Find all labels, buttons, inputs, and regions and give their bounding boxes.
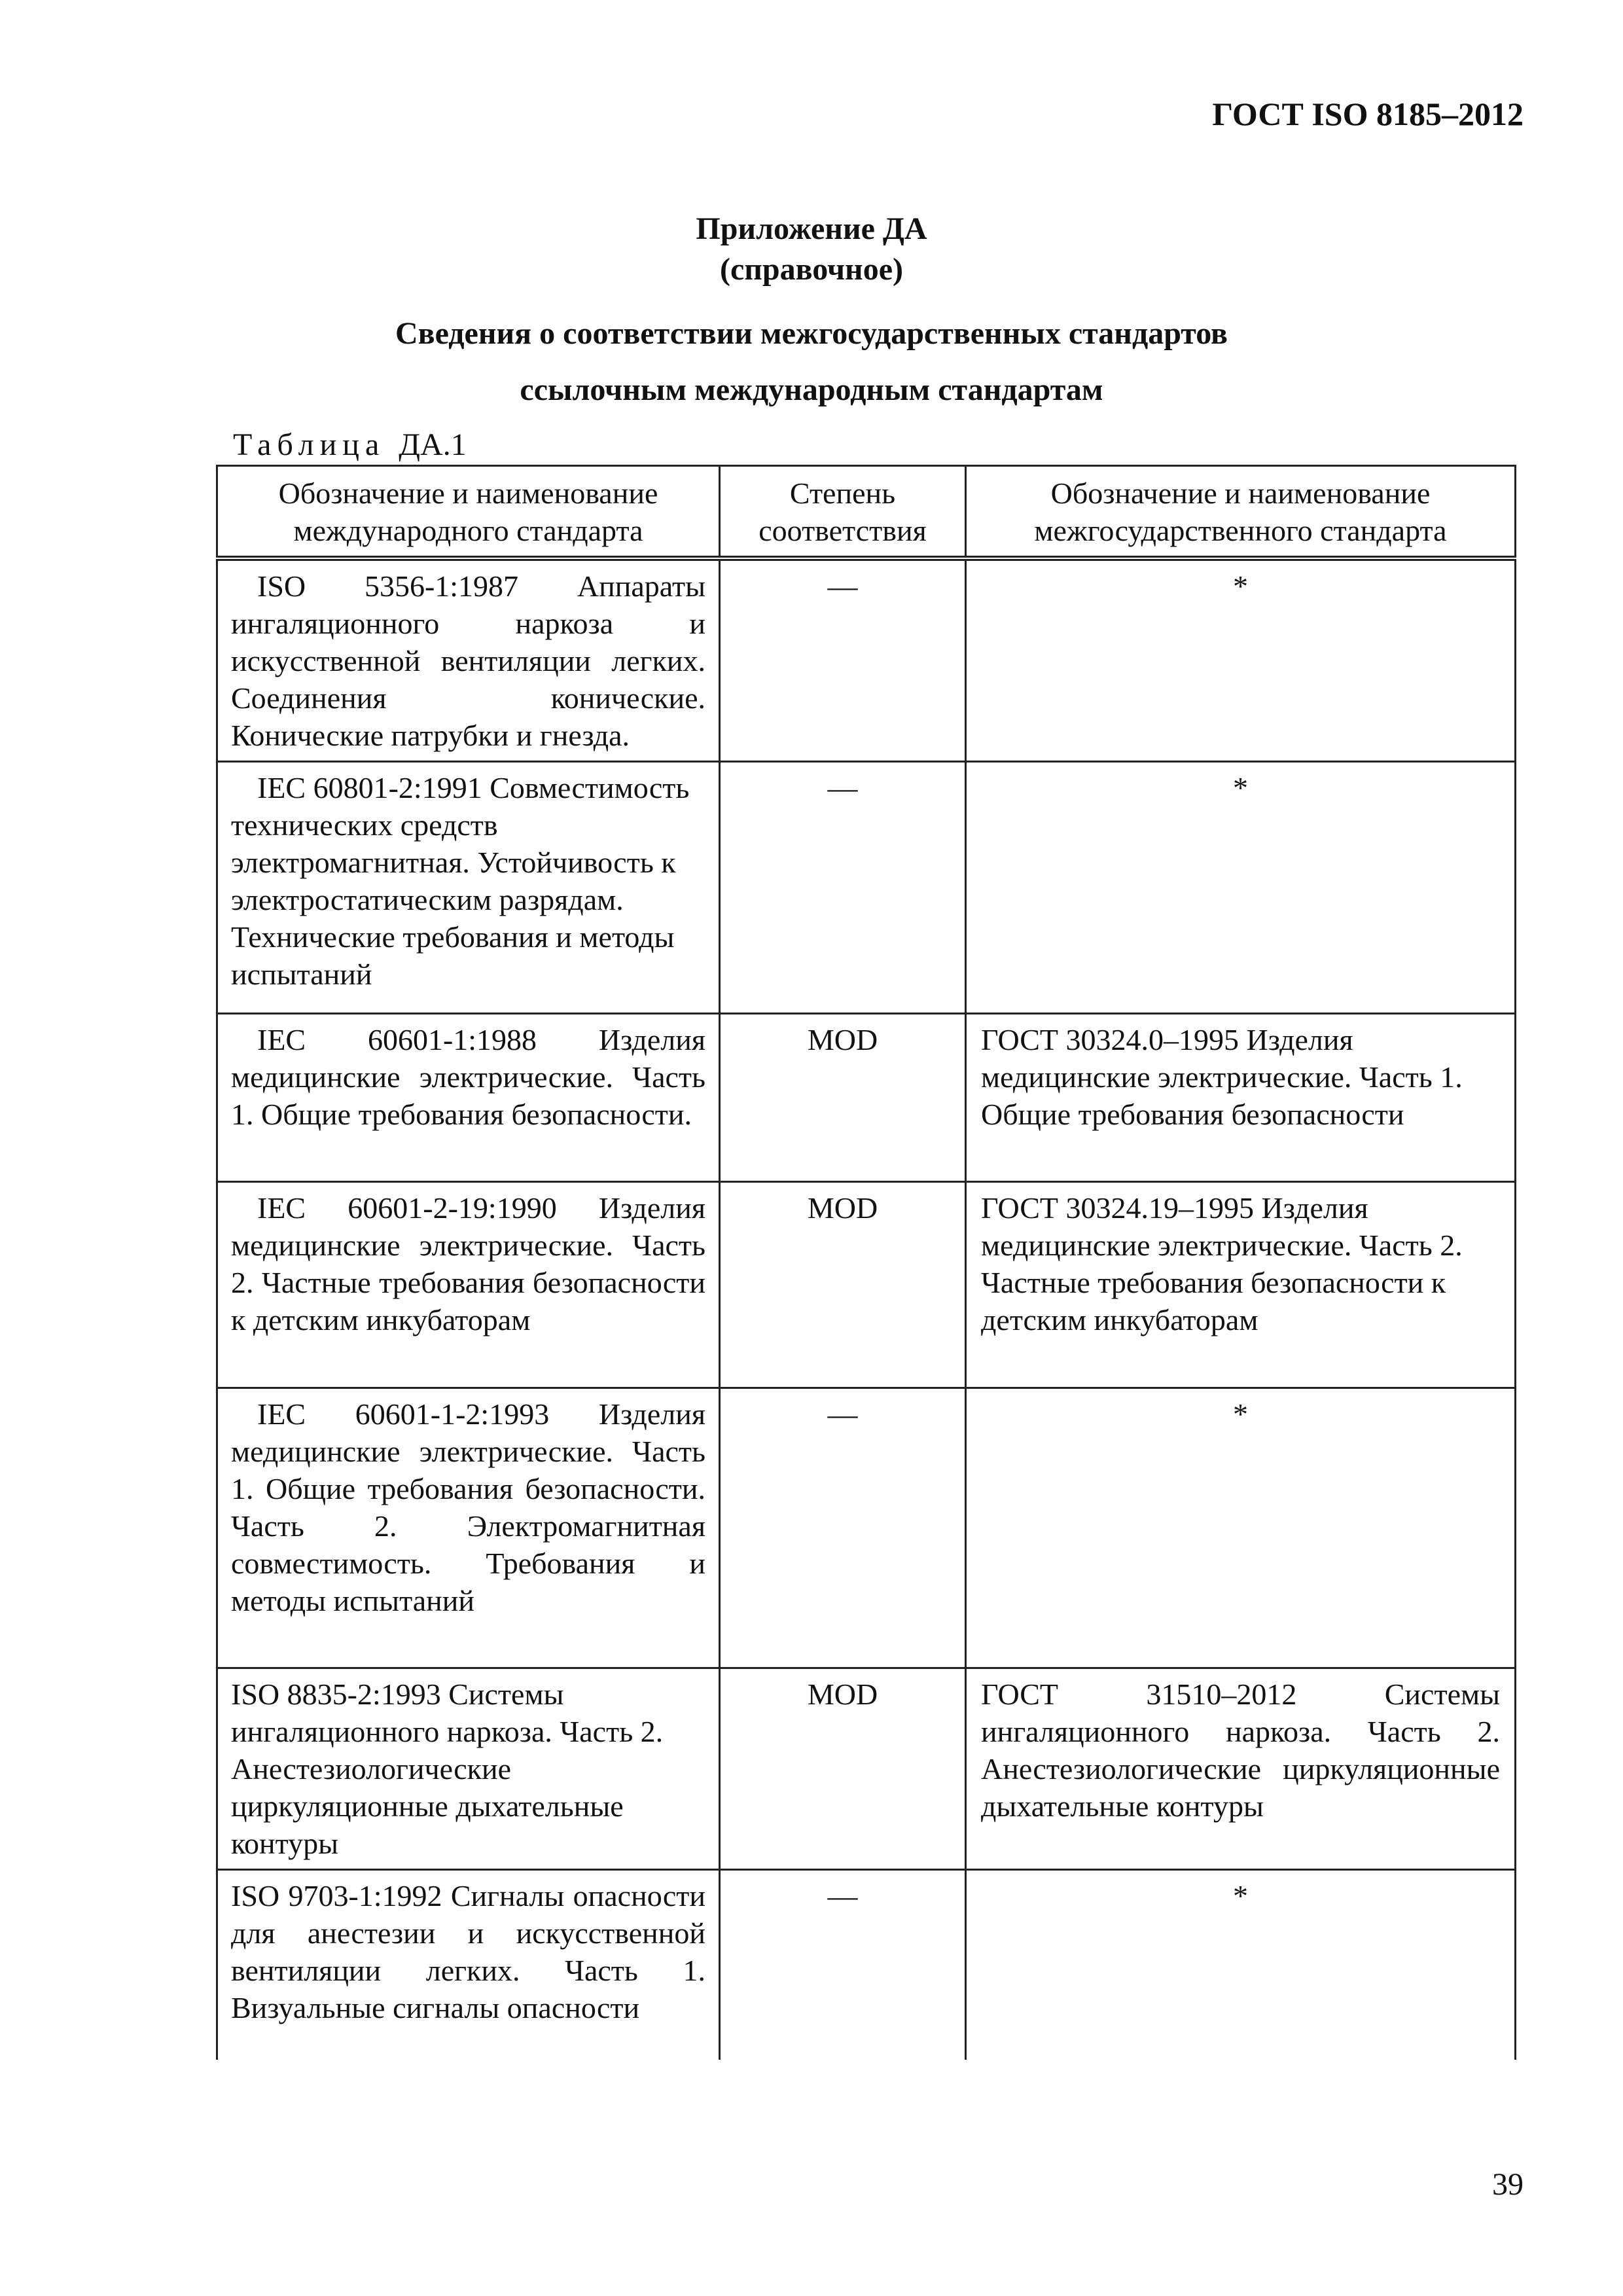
international-standard-cell: IEC 60801-2:1991 Совместимость технических средств электромагнитная. Устойчивость к электростатическим разрядам. Технические требования и методы испытаний xyxy=(217,762,720,1014)
international-standard-cell: ISO 9703-1:1992 Сигналы опасности для анестезии и искусственной вентиляции легких. Часть 1. Визуальные сигналы опасности xyxy=(217,1870,720,2060)
table-row xyxy=(217,762,1516,1014)
national-standard-cell: ГОСТ 30324.0–1995 Изделия медицинские электрические. Часть 1. Общие требования безопасности xyxy=(966,1014,1516,1182)
table-row xyxy=(217,558,1516,762)
table-row xyxy=(217,1870,1516,2060)
table-header-row xyxy=(217,466,1516,559)
national-standard-cell: ГОСТ 30324.19–1995 Изделия медицинские электрические. Часть 2. Частные требования безопасности к детским инкубаторам xyxy=(966,1182,1516,1388)
national-standard-cell: * xyxy=(966,558,1516,762)
international-standard-cell: IEC 60601-2-19:1990 Изделия медицинские электрические. Часть 2. Частные требования безопасности к детским инкубаторам xyxy=(217,1182,720,1388)
table-row xyxy=(217,1014,1516,1182)
degree-cell: MOD xyxy=(720,1182,966,1388)
table-row xyxy=(217,1668,1516,1870)
national-standard-cell: * xyxy=(966,762,1516,1014)
national-standard-cell: ГОСТ 31510–2012 Системы ингаляционного наркоза. Часть 2. Анестезиологические циркуляционные дыхательные контуры xyxy=(966,1668,1516,1870)
national-standard-cell: * xyxy=(966,1870,1516,2060)
appendix-title: Приложение ДА xyxy=(696,211,927,246)
table-row xyxy=(217,1182,1516,1388)
table-label-number: ДА.1 xyxy=(399,427,467,462)
degree-cell: — xyxy=(720,1388,966,1668)
degree-cell: MOD xyxy=(720,1014,966,1182)
degree-cell: — xyxy=(720,1870,966,2060)
page-number: 39 xyxy=(1492,2167,1524,2202)
table-label xyxy=(233,427,467,463)
conformity-table xyxy=(216,465,1516,2060)
column-header-degree: Степень соответствия xyxy=(720,466,966,559)
national-standard-cell: * xyxy=(966,1388,1516,1668)
international-standard-cell: IEC 60601-1-2:1993 Изделия медицинские электрические. Часть 1. Общие требования безопасности. Часть 2. Электромагнитная совместимость. Требования и методы испытаний xyxy=(217,1388,720,1668)
degree-cell: — xyxy=(720,762,966,1014)
column-header-national: Обозначение и наименование межгосударственного стандарта xyxy=(966,466,1516,559)
appendix-subtitle: (справочное) xyxy=(719,252,903,287)
appendix-heading-line2: ссылочным международным стандартам xyxy=(520,372,1103,407)
document-code: ГОСТ ISO 8185–2012 xyxy=(1212,96,1524,132)
international-standard-cell: ISO 8835-2:1993 Системы ингаляционного наркоза. Часть 2. Анестезиологические циркуляционные дыхательные контуры xyxy=(217,1668,720,1870)
table-label-word: Таблица xyxy=(233,427,385,462)
degree-cell: — xyxy=(720,558,966,762)
table-row xyxy=(217,1388,1516,1668)
degree-cell: MOD xyxy=(720,1668,966,1870)
column-header-international: Обозначение и наименование международного стандарта xyxy=(217,466,720,559)
appendix-heading-line1: Сведения о соответствии межгосударственных стандартов xyxy=(395,316,1228,351)
international-standard-cell: ISO 5356-1:1987 Аппараты ингаляционного наркоза и искусственной вентиляции легких. Соединения конические. Конические патрубки и гнезда. xyxy=(217,558,720,762)
international-standard-cell: IEC 60601-1:1988 Изделия медицинские электрические. Часть 1. Общие требования безопасности. xyxy=(217,1014,720,1182)
